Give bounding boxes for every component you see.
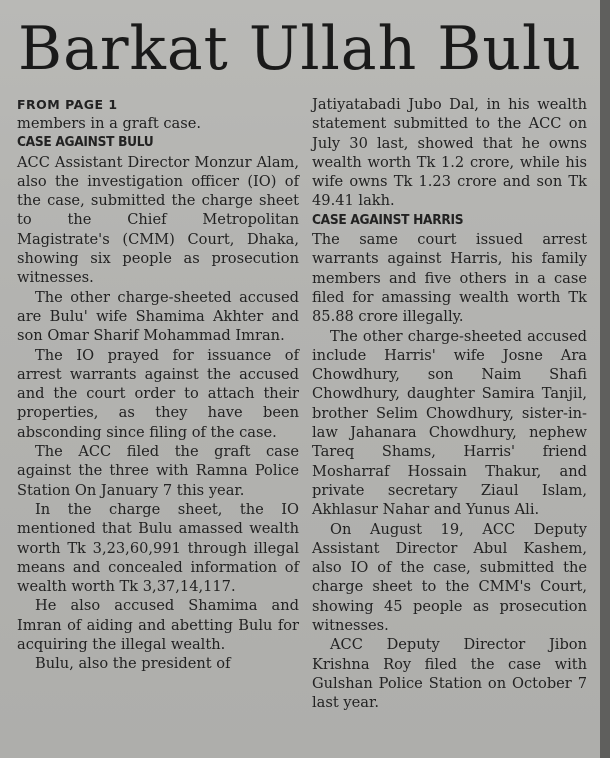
headline: Barkat Ullah Bulu [18, 14, 582, 84]
paragraph: ACC Assistant Director Monzur Alam, also the investigation officer (IO) of the case, submitted the charge sheet to the Chief Metropolitan Magistrate's (CMM) Court, Dhaka, showing six people as prosecution witnesses. [17, 153, 299, 287]
right-column [312, 95, 587, 713]
paragraph: The same court issued arrest warrants against Harris, his family members and five others in a case filed for amassing wealth worth Tk 85.88 crore illegally. [312, 231, 587, 326]
paragraph: ACC Deputy Director Jibon Krishna Roy filed the case with Gulshan Police Station on October 7 last year. [312, 636, 587, 712]
paragraph: The ACC filed the graft case against the three with Ramna Police Station On January 7 this year. [17, 443, 299, 499]
left-column [17, 95, 299, 674]
paragraph: The other charge-sheeted accused are Bulu' wife Shamima Akhter and son Omar Sharif Mohammad Imran. [17, 288, 299, 345]
lead-line: members in a graft case. [17, 115, 202, 132]
paragraph: Jatiyatabadi Jubo Dal, in his wealth statement submitted to the ACC on July 30 last, showed that he owns wealth worth Tk 1.2 crore, while his wife owns Tk 1.23 crore and son Tk 49.41 lakh. [312, 96, 587, 210]
paragraph: He also accused Shamima and Imran of aiding and abetting Bulu for acquiring the illegal wealth. [17, 597, 299, 654]
paragraph: In the charge sheet, the IO mentioned that Bulu amassed wealth worth Tk 3,23,60,991 through illegal means and concealed information of wealth worth Tk 3,37,14,117. [17, 500, 299, 596]
subheading-case-against-bulu: CASE AGAINST BULU [17, 134, 154, 151]
subheading-case-against-harris: CASE AGAINST HARRIS [312, 211, 464, 228]
paragraph: On August 19, ACC Deputy Assistant Director Abul Kashem, also IO of the case, submitted the charge sheet to the CMM's Court, showing 45 people as prosecution witnesses. [312, 520, 587, 635]
paragraph: The other charge-sheeted accused include Harris' wife Josne Ara Chowdhury, son Naim Shafi Chowdhury, daughter Samira Tanjil, brother Selim Chowdhury, sister-in-law Jahanara Chowdhury, nephew Tareq Shams, Harris' friend Mosharraf Hossain Thakur, and private secretary Ziaul Islam, Akhlasur Nahar and Yunus Ali. [312, 327, 587, 519]
continued-from-label: FROM PAGE 1 [17, 97, 118, 112]
paragraph: The IO prayed for issuance of arrest warrants against the accused and the court order to attach their properties, as they have been absconding since filing of the case. [17, 346, 299, 441]
paragraph: Bulu, also the president of [35, 655, 231, 673]
